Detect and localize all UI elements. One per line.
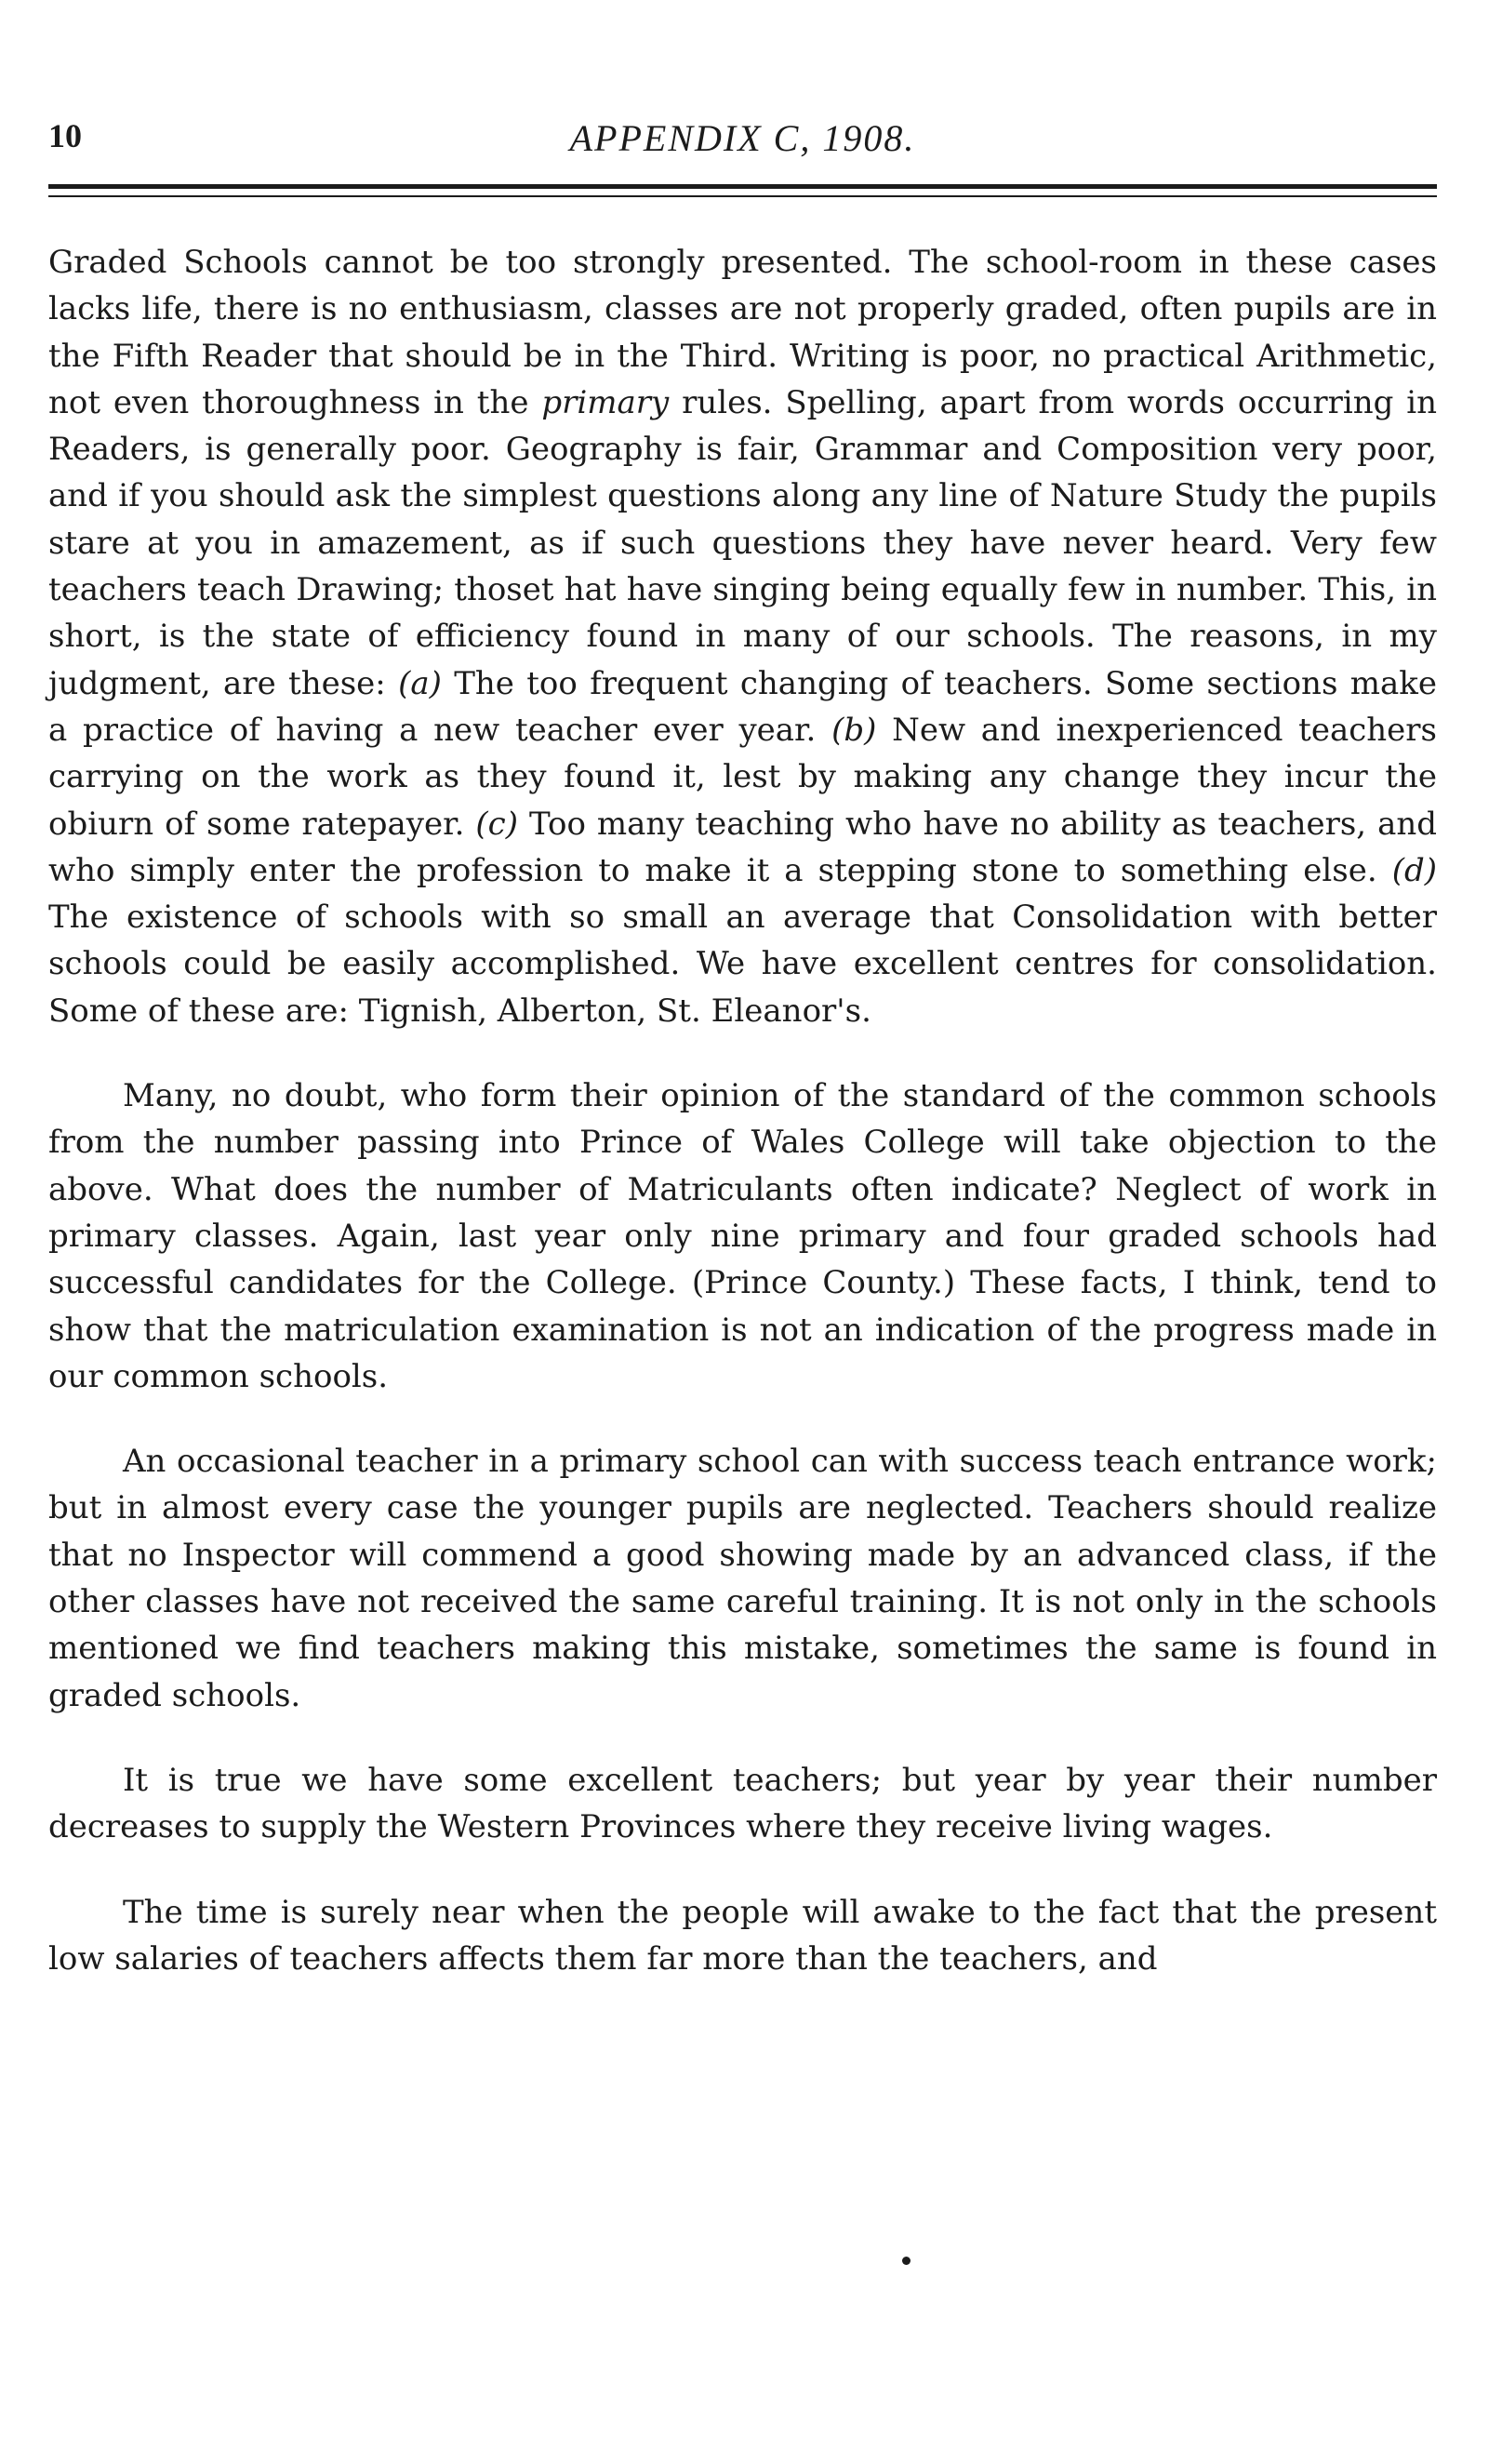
list-marker-a: (a)	[398, 664, 442, 702]
list-marker-c: (c)	[475, 805, 518, 843]
paragraph-1-part-7: New and inexperienced teachers carrying on the work as they found it, lest by making any change they incur the obiurn of some ratepayer.	[48, 711, 1437, 843]
paragraph-1-part-3: rules. Spelling, apart from words occurring in Readers, is generally poor. Geography is fair, Grammar and Composition very poor, and if you should ask the simplest questions along any line of Nature Study the pupils stare at you in amazement, as if such questions they have never heard. Very few teachers teach Drawing; thoset hat have singing being equally few in number. This, in short, is the state of efficiency found in many of our schools. The reasons, in my judgment, are these:	[48, 383, 1437, 702]
header-rule-thin	[48, 195, 1437, 197]
paragraph-1-part-1: Graded Schools cannot be too strongly presented. The school-room in these cases lacks life, there is no enthusiasm, classes are not properly graded, often pupils are in the Fifth Reader that should be in the Third. Writing is poor, no practical Arithmetic, not even thoroughness in the	[48, 244, 1437, 421]
stray-dot-mark	[902, 2257, 911, 2265]
paragraph-3: An occasional teacher in a primary school can with success teach entrance work; but in almost every case the younger pupils are neglected. Teachers should realize that no Inspector will commend a good showing made by an advanced class, if the other classes have not received the same careful training. It is not only in the schools mentioned we find teachers making this mistake, sometimes the same is found in graded schools.	[48, 1443, 1437, 1714]
paragraph-2: Many, no doubt, who form their opinion of the standard of the common schools from the number passing into Prince of Wales College will take objection to the above. What does the number of Matriculants often indicate? Neglect of work in primary classes. Again, last year only nine primary and four graded schools had successful candidates for the College. (Prince County.) These facts, I think, tend to show that the matriculation examination is not an indication of the progress made in our common schools.	[48, 1077, 1437, 1395]
paragraph-1-part-11: The existence of schools with so small an average that Consolidation with better schools could be easily accomplished. We have excellent centres for consolidation. Some of these are: Tignish, Alberton, St. Eleanor's.	[48, 899, 1437, 1030]
header-rule-thick	[48, 184, 1437, 189]
italic-word-primary: primary	[541, 383, 670, 421]
body-text	[48, 239, 1437, 1982]
page-header	[48, 116, 1437, 163]
list-marker-b: (b)	[831, 711, 877, 749]
paragraph-5: The time is surely near when the people will awake to the fact that the present low salaries of teachers affects them far more than the teachers, and	[48, 1893, 1437, 1978]
paragraph-1	[48, 239, 1437, 1034]
paragraph-4: It is true we have some excellent teachers; but year by year their number decreases to supply the Western Provinces where they receive living wages.	[48, 1761, 1437, 1846]
running-title: APPENDIX C, 1908.	[569, 117, 916, 159]
paragraph-1-part-9: Too many teaching who have no ability as teachers, and who simply enter the profession to make it a stepping stone to something else.	[48, 805, 1438, 889]
page-number: 10	[48, 117, 82, 154]
paragraph-1-part-5: The too frequent changing of teachers. Some sections make a practice of having a new teacher ever year.	[48, 664, 1437, 749]
list-marker-d: (d)	[1391, 851, 1437, 889]
